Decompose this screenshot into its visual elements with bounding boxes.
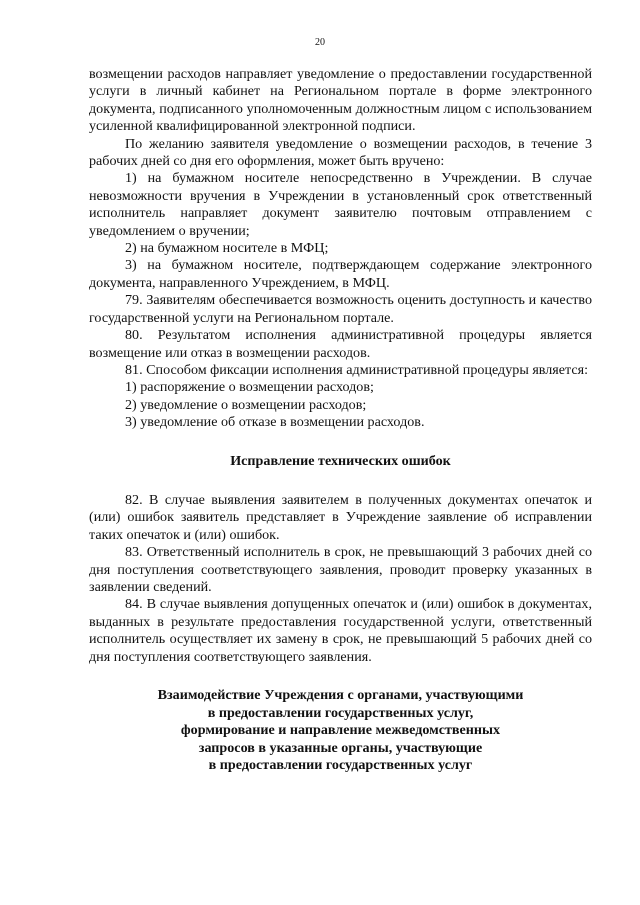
paragraph: По желанию заявителя уведомление о возмещении расходов, в течение 3 рабочих дней со дня его оформления, может быть вручено: (89, 135, 592, 170)
paragraph-83: 83. Ответственный исполнитель в срок, не превышающий 3 рабочих дней со дня поступления соответствующего заявления, проводит проверку указанных в заявлении сведений. (89, 544, 592, 595)
section-heading: Исправление технических ошибок (230, 452, 451, 469)
paragraph-79: 79. Заявителям обеспечивается возможность оценить доступность и качество государственной услуги на Региональном портале. (89, 292, 592, 326)
page-number: 20 (315, 37, 325, 48)
list-item: 2) на бумажном носителе в МФЦ; (125, 240, 329, 257)
page-content (89, 66, 592, 775)
paragraph-81: 81. Способом фиксации исполнения административной процедуры является: (125, 361, 589, 378)
heading-line: запросов в указанные органы, участвующие (198, 739, 483, 756)
list-item: 1) на бумажном носителе непосредственно в Учреждении. В случае невозможности вручения в Учреждении в установленный срок ответственный исполнитель направляет документ заявителю почтовым отправлением с уведомлением о вручении; (89, 170, 592, 239)
list-item: 2) уведомление о возмещении расходов; (125, 396, 367, 413)
heading-line: формирование и направление межведомственных (180, 722, 501, 739)
paragraph-continuation: возмещении расходов направляет уведомление о предоставлении государственной услуги в личный кабинет на Региональном портале в форме электронного документа, подписанного уполномоченным должностным лицом с использованием усиленной квалифицированной электронной подписи. (89, 66, 592, 135)
list-item: 3) на бумажном носителе, подтверждающем содержание электронного документа, направленного Учреждением, в МФЦ. (89, 257, 592, 291)
section-heading-2 (89, 687, 592, 775)
paragraph-80: 80. Результатом исполнения административной процедуры является возмещение или отказ в возмещении расходов. (89, 327, 592, 361)
list-item: 1) распоряжение о возмещении расходов; (125, 379, 374, 396)
heading-line: в предоставлении государственных услуг, (207, 704, 474, 721)
paragraph-84: 84. В случае выявления допущенных опечаток и (или) ошибок в документах, выданных в результате предоставления государственной услуги, ответственный исполнитель осуществляет их замену в срок, не превышающий 5 рабочих дней со дня поступления соответствующего заявления. (89, 596, 592, 665)
paragraph-82: 82. В случае выявления заявителем в полученных документах опечаток и (или) ошибок заявитель представляет в Учреждение заявление об исправлении таких опечаток и (или) ошибок. (89, 491, 592, 543)
list-item: 3) уведомление об отказе в возмещении расходов. (125, 414, 425, 431)
heading-line: Взаимодействие Учреждения с органами, участвующими (157, 687, 524, 703)
heading-line: в предоставлении государственных услуг (208, 757, 473, 774)
